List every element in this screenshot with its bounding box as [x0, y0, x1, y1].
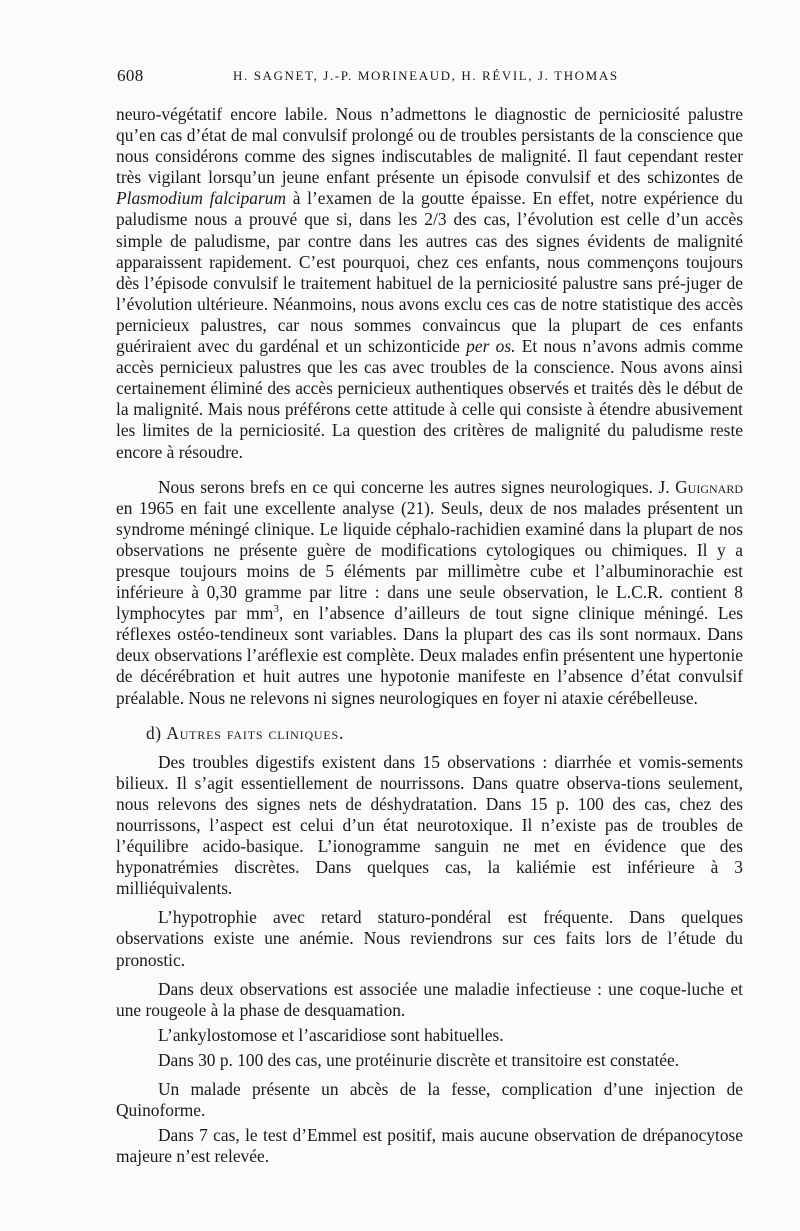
running-head: H. SAGNET, J.-P. MORINEAUD, H. RÉVIL, J. THOMAS	[233, 68, 619, 83]
text-run: à l’examen de la goutte épaisse. En effet, notre expérience du paludisme nous a prouvé que si, dans les 2/3 des cas, l’évolution est celle d’un accès simple de paludisme, par contre dans les autres cas des signes évidents de malignité apparaissent rapidement. C’est pourquoi, chez ces enfants, nous commençons toujours dès l’épisode convulsif le traitement habituel de la perniciosité palustre sans pré-juger de l’évolution ultérieure. Néanmoins, nous avons exclu ces cas de notre statistique des accès pernicieux palustres, car nous sommes convaincus que la plupart de ces enfants guériraient avec du gardénal et un schizonticide	[116, 188, 743, 357]
body-text	[116, 104, 743, 1167]
species-name: Plasmodium falciparum	[116, 188, 286, 209]
paragraph-perniciosite	[116, 104, 743, 463]
paragraph-abces: Un malade présente un abcès de la fesse, complication d’une injection de Quinoforme.	[116, 1079, 743, 1121]
latin-term: per os.	[466, 336, 516, 357]
paragraph-ankylostomose: L’ankylostomose et l’ascaridiose sont habituelles.	[158, 1024, 504, 1045]
page-number: 608	[117, 66, 144, 85]
text-run: en 1965 en fait une excellente analyse (21). Seuls, deux de nos malades présentent un syndrome méningé clinique. Le liquide céphalo-rachidien examiné dans la plupart de nos observations ne présente guère de modifications cytologiques ou chimiques. Il y a presque toujours moins de 5 éléments par millimètre cube et l’albuminorachie est inférieure à 0,30 gramme par litre : dans une seule observation, le L.C.R. contient 8 lymphocytes par mm	[116, 497, 743, 624]
section-heading	[146, 723, 743, 744]
superscript: 3	[273, 603, 279, 616]
paragraph-proteinurie: Dans 30 p. 100 des cas, une protéinurie discrète et transitoire est constatée.	[158, 1049, 680, 1070]
section-letter: d)	[146, 722, 167, 743]
paragraph-emmel: Dans 7 cas, le test d’Emmel est positif, mais aucune observation de drépanocytose majeure n’est relevée.	[116, 1125, 743, 1167]
text-run: Nous serons brefs en ce qui concerne les autres signes neurologiques. J.	[158, 476, 676, 497]
paragraph-digestive: Des troubles digestifs existent dans 15 observations : diarrhée et vomis-sements bilieux. Il s’agit essentiellement de nourrissons. Dans quatre observa-tions seulement, nous relevons des signes nets de déshydratation. Dans 15 p. 100 des cas, chez des nourrissons, l’aspect est celui d’un état neurotoxique. Il n’existe pas de troubles de l’équilibre acido-basique. L’ionogramme sanguin ne met en évidence que des hyponatrémies discrètes. Dans quelques cas, la kaliémie est inférieure à 3 milliéquivalents.	[116, 751, 743, 899]
paragraph-neurologic-signs	[116, 477, 743, 709]
section-title: Autres faits cliniques.	[166, 722, 345, 743]
text-run: Et nous n’avons admis comme accès pernicieux palustres que les cas avec troubles de la conscience. Nous avons ainsi certainement éliminé des accès pernicieux authentiques observés et traités dès le début de la malignité. Mais nous préférons cette attitude à celle qui consiste à étendre abusivement les limites de la perniciosité. La question des critères de malignité du paludisme reste encore à résoudre.	[116, 336, 743, 462]
paragraph-infectieuse: Dans deux observations est associée une maladie infectieuse : une coque-luche et une rougeole à la phase de desquamation.	[116, 978, 743, 1020]
author-name: Guignard	[675, 476, 743, 497]
text-run: , en l’absence d’ailleurs de tout signe clinique méningé. Les réflexes ostéo-tendineux sont variables. Dans la plupart des cas ils sont normaux. Dans deux observations l’aréflexie est complète. Deux malades enfin présentent une hypertonie de décérébration et huit autres une hypotonie manifeste en l’absence d’état convulsif préalable. Nous ne relevons ni signes neurologiques en foyer ni ataxie cérébelleuse.	[116, 603, 743, 708]
text-run: neuro-végétatif encore labile. Nous n’admettons le diagnostic de perniciosité palustre qu’en cas d’état de mal convulsif prolongé ou de troubles persistants de la conscience que nous considérons comme des signes indiscutables de malignité. Il faut cependant rester très vigilant lorsqu’un jeune enfant présente un épisode convulsif et des schizontes de	[116, 104, 743, 188]
paragraph-hypotrophie: L’hypotrophie avec retard staturo-pondéral est fréquente. Dans quelques observations existe une anémie. Nous reviendrons sur ces faits lors de l’étude du pronostic.	[116, 907, 743, 970]
